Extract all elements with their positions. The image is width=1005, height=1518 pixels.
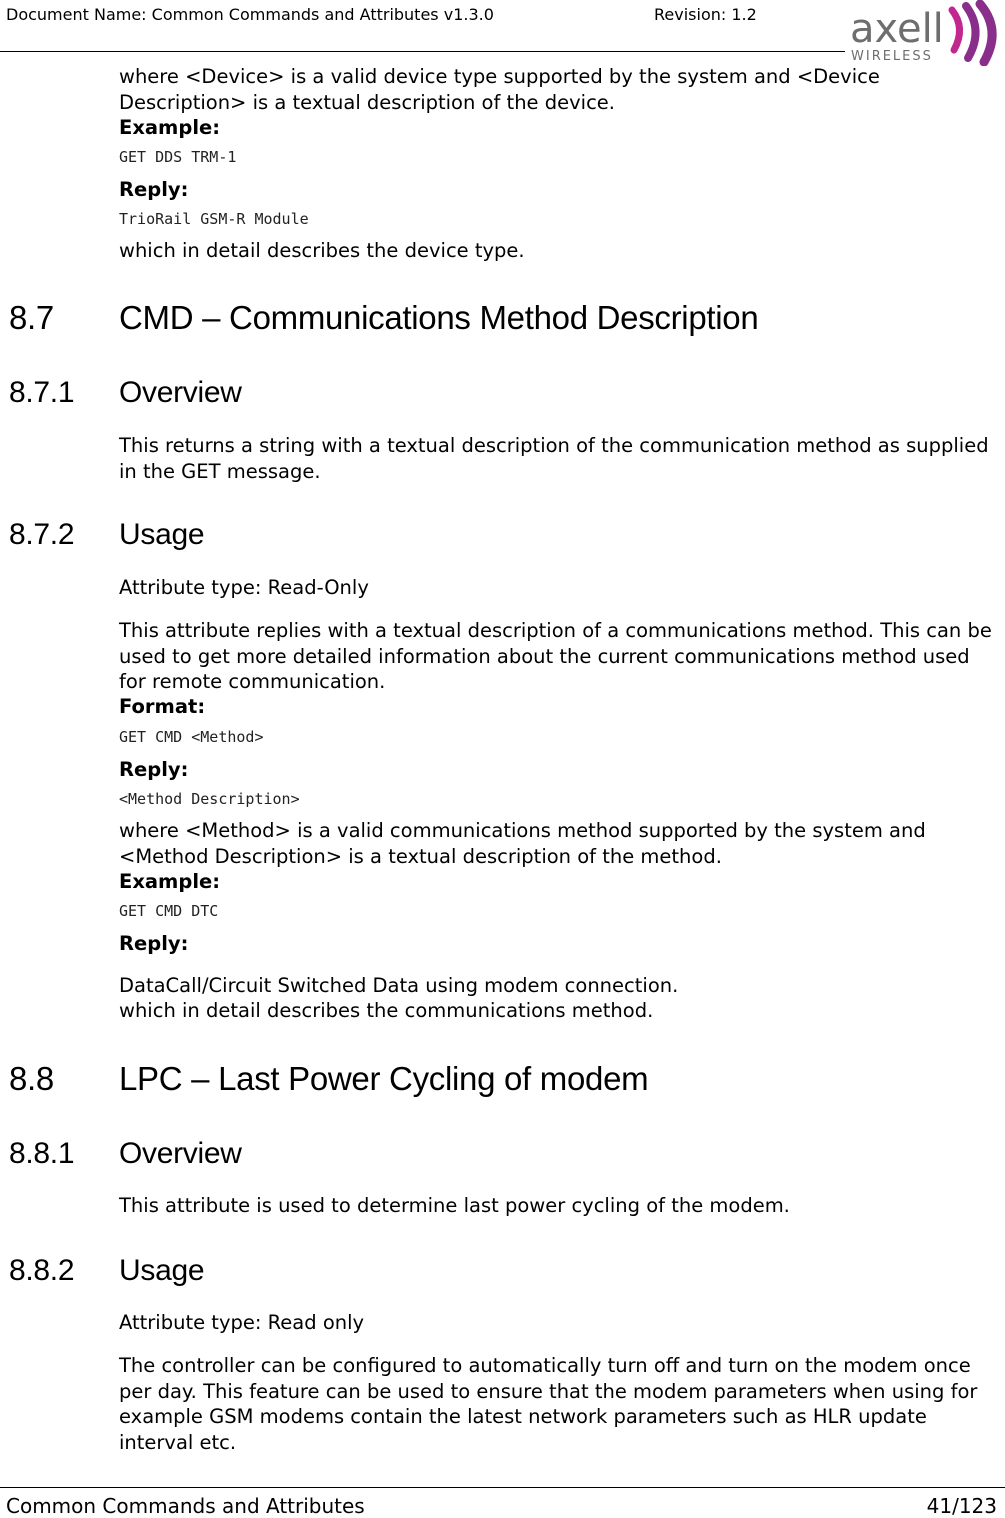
- revision: Revision: 1.2: [654, 5, 757, 24]
- overview-paragraph: This returns a string with a textual description of the communication method as supplied in the GET message.: [119, 434, 989, 483]
- subsection-number: 8.8.1: [9, 1137, 75, 1170]
- axell-wireless-logo: [848, 0, 1005, 66]
- subsection-title: Overview: [119, 1137, 242, 1170]
- subsection-number: 8.8.2: [9, 1254, 75, 1287]
- document-name: Document Name: Common Commands and Attributes v1.3.0: [6, 5, 494, 24]
- logo-subtext: WIRELESS: [851, 49, 933, 64]
- section-title: CMD – Communications Method Description: [119, 299, 759, 336]
- page-number: 41/123: [926, 1494, 997, 1518]
- logo-wordmark: axell: [850, 6, 944, 52]
- overview-paragraph: This attribute is used to determine last power cycling of the modem.: [119, 1194, 790, 1217]
- section-title: LPC – Last Power Cycling of modem: [119, 1060, 649, 1097]
- usage-paragraph: The controller can be configured to automatically turn off and turn on the modem once per day. This feature can be used to ensure that the modem parameters when using for example GSM modems contain the latest network parameters such as HLR update interval etc.: [119, 1354, 978, 1454]
- reply-label: Reply:: [119, 932, 189, 955]
- reply-label: Reply:: [119, 178, 189, 201]
- logo-wave-3: [980, 4, 992, 62]
- footer-rule: [0, 1487, 1005, 1488]
- header-rule: [0, 51, 845, 52]
- method-detail-paragraph: which in detail describes the communications method.: [119, 999, 654, 1022]
- attribute-type: Attribute type: Read only: [119, 1311, 365, 1334]
- device-where-paragraph: where <Device> is a valid device type supported by the system and <Device Description> is a textual description of the device.: [119, 65, 880, 114]
- subsection-title: Usage: [119, 518, 205, 551]
- code-example: GET CMD DTC: [119, 902, 219, 920]
- method-where-paragraph: where <Method> is a valid communications method supported by the system and <Method Description> is a textual description of the method.: [119, 819, 926, 868]
- device-detail-paragraph: which in detail describes the device type.: [119, 239, 525, 262]
- example-label: Example:: [119, 116, 221, 139]
- logo-wave-2: [966, 6, 976, 58]
- subsection-title: Overview: [119, 376, 242, 409]
- logo-graphic: [848, 0, 1005, 66]
- section-number: 8.7: [9, 299, 54, 336]
- reply-label: Reply:: [119, 758, 189, 781]
- footer-title: Common Commands and Attributes: [6, 1494, 365, 1518]
- code-reply: TrioRail GSM-R Module: [119, 210, 309, 228]
- section-number: 8.8: [9, 1060, 54, 1097]
- code-example: GET DDS TRM-1: [119, 148, 237, 166]
- usage-paragraph: This attribute replies with a textual description of a communications method. This can be used to get more detailed information about the current communications method used for remote communication.: [119, 619, 992, 693]
- reply-text: DataCall/Circuit Switched Data using modem connection.: [119, 974, 679, 997]
- logo-wave-1: [952, 10, 960, 50]
- code-format: GET CMD <Method>: [119, 728, 264, 746]
- example-label: Example:: [119, 870, 221, 893]
- code-reply-format: <Method Description>: [119, 790, 300, 808]
- subsection-number: 8.7.2: [9, 518, 75, 551]
- attribute-type: Attribute type: Read-Only: [119, 576, 369, 599]
- subsection-number: 8.7.1: [9, 376, 75, 409]
- subsection-title: Usage: [119, 1254, 205, 1287]
- format-label: Format:: [119, 695, 206, 718]
